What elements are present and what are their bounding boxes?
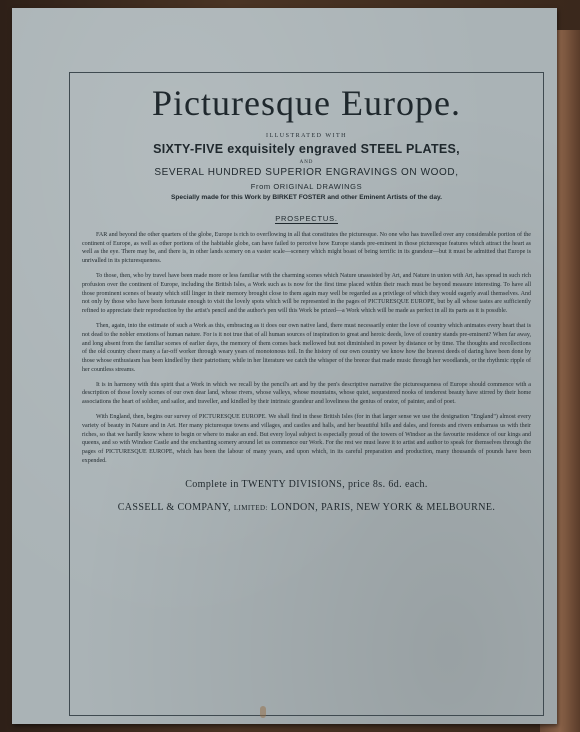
book-cover <box>12 8 557 724</box>
special-line: Specially made for this Work by BIRKET FOSTER and other Eminent Artists of the day. <box>171 194 442 201</box>
illustrated-with: ILLUSTRATED WITH <box>265 133 348 139</box>
divisions-price: Complete in TWENTY DIVISIONS, price 8s. 6d. each. <box>185 479 428 491</box>
paper-stain <box>260 706 266 718</box>
publisher-cities: LONDON, PARIS, NEW YORK & MELBOURNE. <box>270 502 496 514</box>
engravings-line: SEVERAL HUNDRED SUPERIOR ENGRAVINGS ON WOOD, <box>154 167 459 178</box>
prospectus-paragraph-4: It is in harmony with this spirit that a Work in which we recall by the pencil's art and by the pen's descriptive narrative the picturesqueness of Europe should commence with a description of those lovely scenes of our own dear land, whose rivers, whose valleys, whose mountains, whose quiet, sequestered nooks of tenderest beauty have stirred by their home associations the heart of soldier, and sailor, and traveller, and kindled by their intrinsic grandeur and loveliness the genius of orator, of painter, and of poet. <box>82 381 531 406</box>
publisher-line <box>82 502 531 513</box>
prospectus-paragraph-1: FAR and beyond the other quarters of the globe, Europe is rich to overflowing in all that constitutes the picturesque. No one who has travelled over any considerable portion of the continent of Europe, as well as other portions of the habitable globe, can have failed to perceive how Europe stands pre-eminent in those picturesque features which attract the heart as well as the eye. There may be, and there is, in other lands scenery on a vaster scale—scenery which might boast of being terrific in its grandeur—but it must be admitted that Europe is unrivalled in its picturesqueness. <box>82 232 531 265</box>
prospectus-heading: PROSPECTUS. <box>275 214 338 223</box>
prospectus-paragraph-5: With England, then, begins our survey of PICTURESQUE EUROPE. We shall find in these British Isles (for in that larger sense we use the designation "England") almost every variety of beauty in Nature and in Art. Her many picturesque towns and villages, and castles and halls, and her beautiful hills and dales, and forests and rivers embarrass us with their riches, so that we hardly know where to begin or where to make an end. But every loyal subject is especially proud of the towers of Windsor as the favourite residence of our kings and queens, and so with Windsor Castle and the enchanting scenery around let us commence our Work. For the rest we must leave it to artist and author to speak for themselves through the pages of PICTURESQUE EUROPE, which has been the labour of many years, and upon which, in its careful preparation and production, many thousands of pounds have been expended. <box>82 414 531 464</box>
prospectus-paragraph-3: Then, again, into the estimate of such a Work as this, embracing as it does our own native land, there must necessarily enter the love of country which animates every heart that is not dead to the nobler emotions of human nature. For is it not true that of all human sources of inspiration to great and heroic deeds, love of country stands pre-eminent? When far away, and long absent from the familiar scenes of earlier days, the memory of them comes back mellowed but not diminished in power by distance or by time. The thoughts and recollections of the old country cheer many a far-off worker through weary years of monotonous toil. In the history of our own country we know how the bravest deeds of daring have been done by those whose enthusiasm has been kindled by their patriotism; while in her literature we catch the whisper of the breeze that made music through her woodlands, or the rhythmic ripple of her countless streams. <box>82 323 531 373</box>
from-line: From ORIGINAL DRAWINGS <box>250 182 363 191</box>
publisher-limited: LIMITED: <box>233 504 268 513</box>
document-title: Picturesque Europe. <box>152 83 461 123</box>
plates-line: SIXTY-FIVE exquisitely engraved STEEL PLATES, <box>153 142 460 156</box>
cover-frame <box>69 72 544 716</box>
prospectus-paragraph-2: To those, then, who by travel have been made more or less familiar with the charming scenes which Nature unassisted by Art, and Nature in union with Art, has spread in such rich profusion over the continent of Europe, including the British Isles, a Work such as is now for the first time placed within their reach must be beyond measure interesting. To have all those prominent scenes of beauty which still linger in their memory brought close to them again may well be regarded as a privilege of which they would eagerly avail themselves. And not only by those who have been fortunate enough to visit the lovely spots which will be represented in the pages of PICTURESQUE EUROPE, but by all whose tastes are sufficiently refined to appreciate their reproduction by the artist's pencil and the author's pen will this Work be prized—a Work which will be made as perfect in all its parts as it is possible. <box>82 273 531 315</box>
and-line: AND <box>299 160 314 165</box>
publisher-name: CASSELL & COMPANY, <box>117 502 231 514</box>
